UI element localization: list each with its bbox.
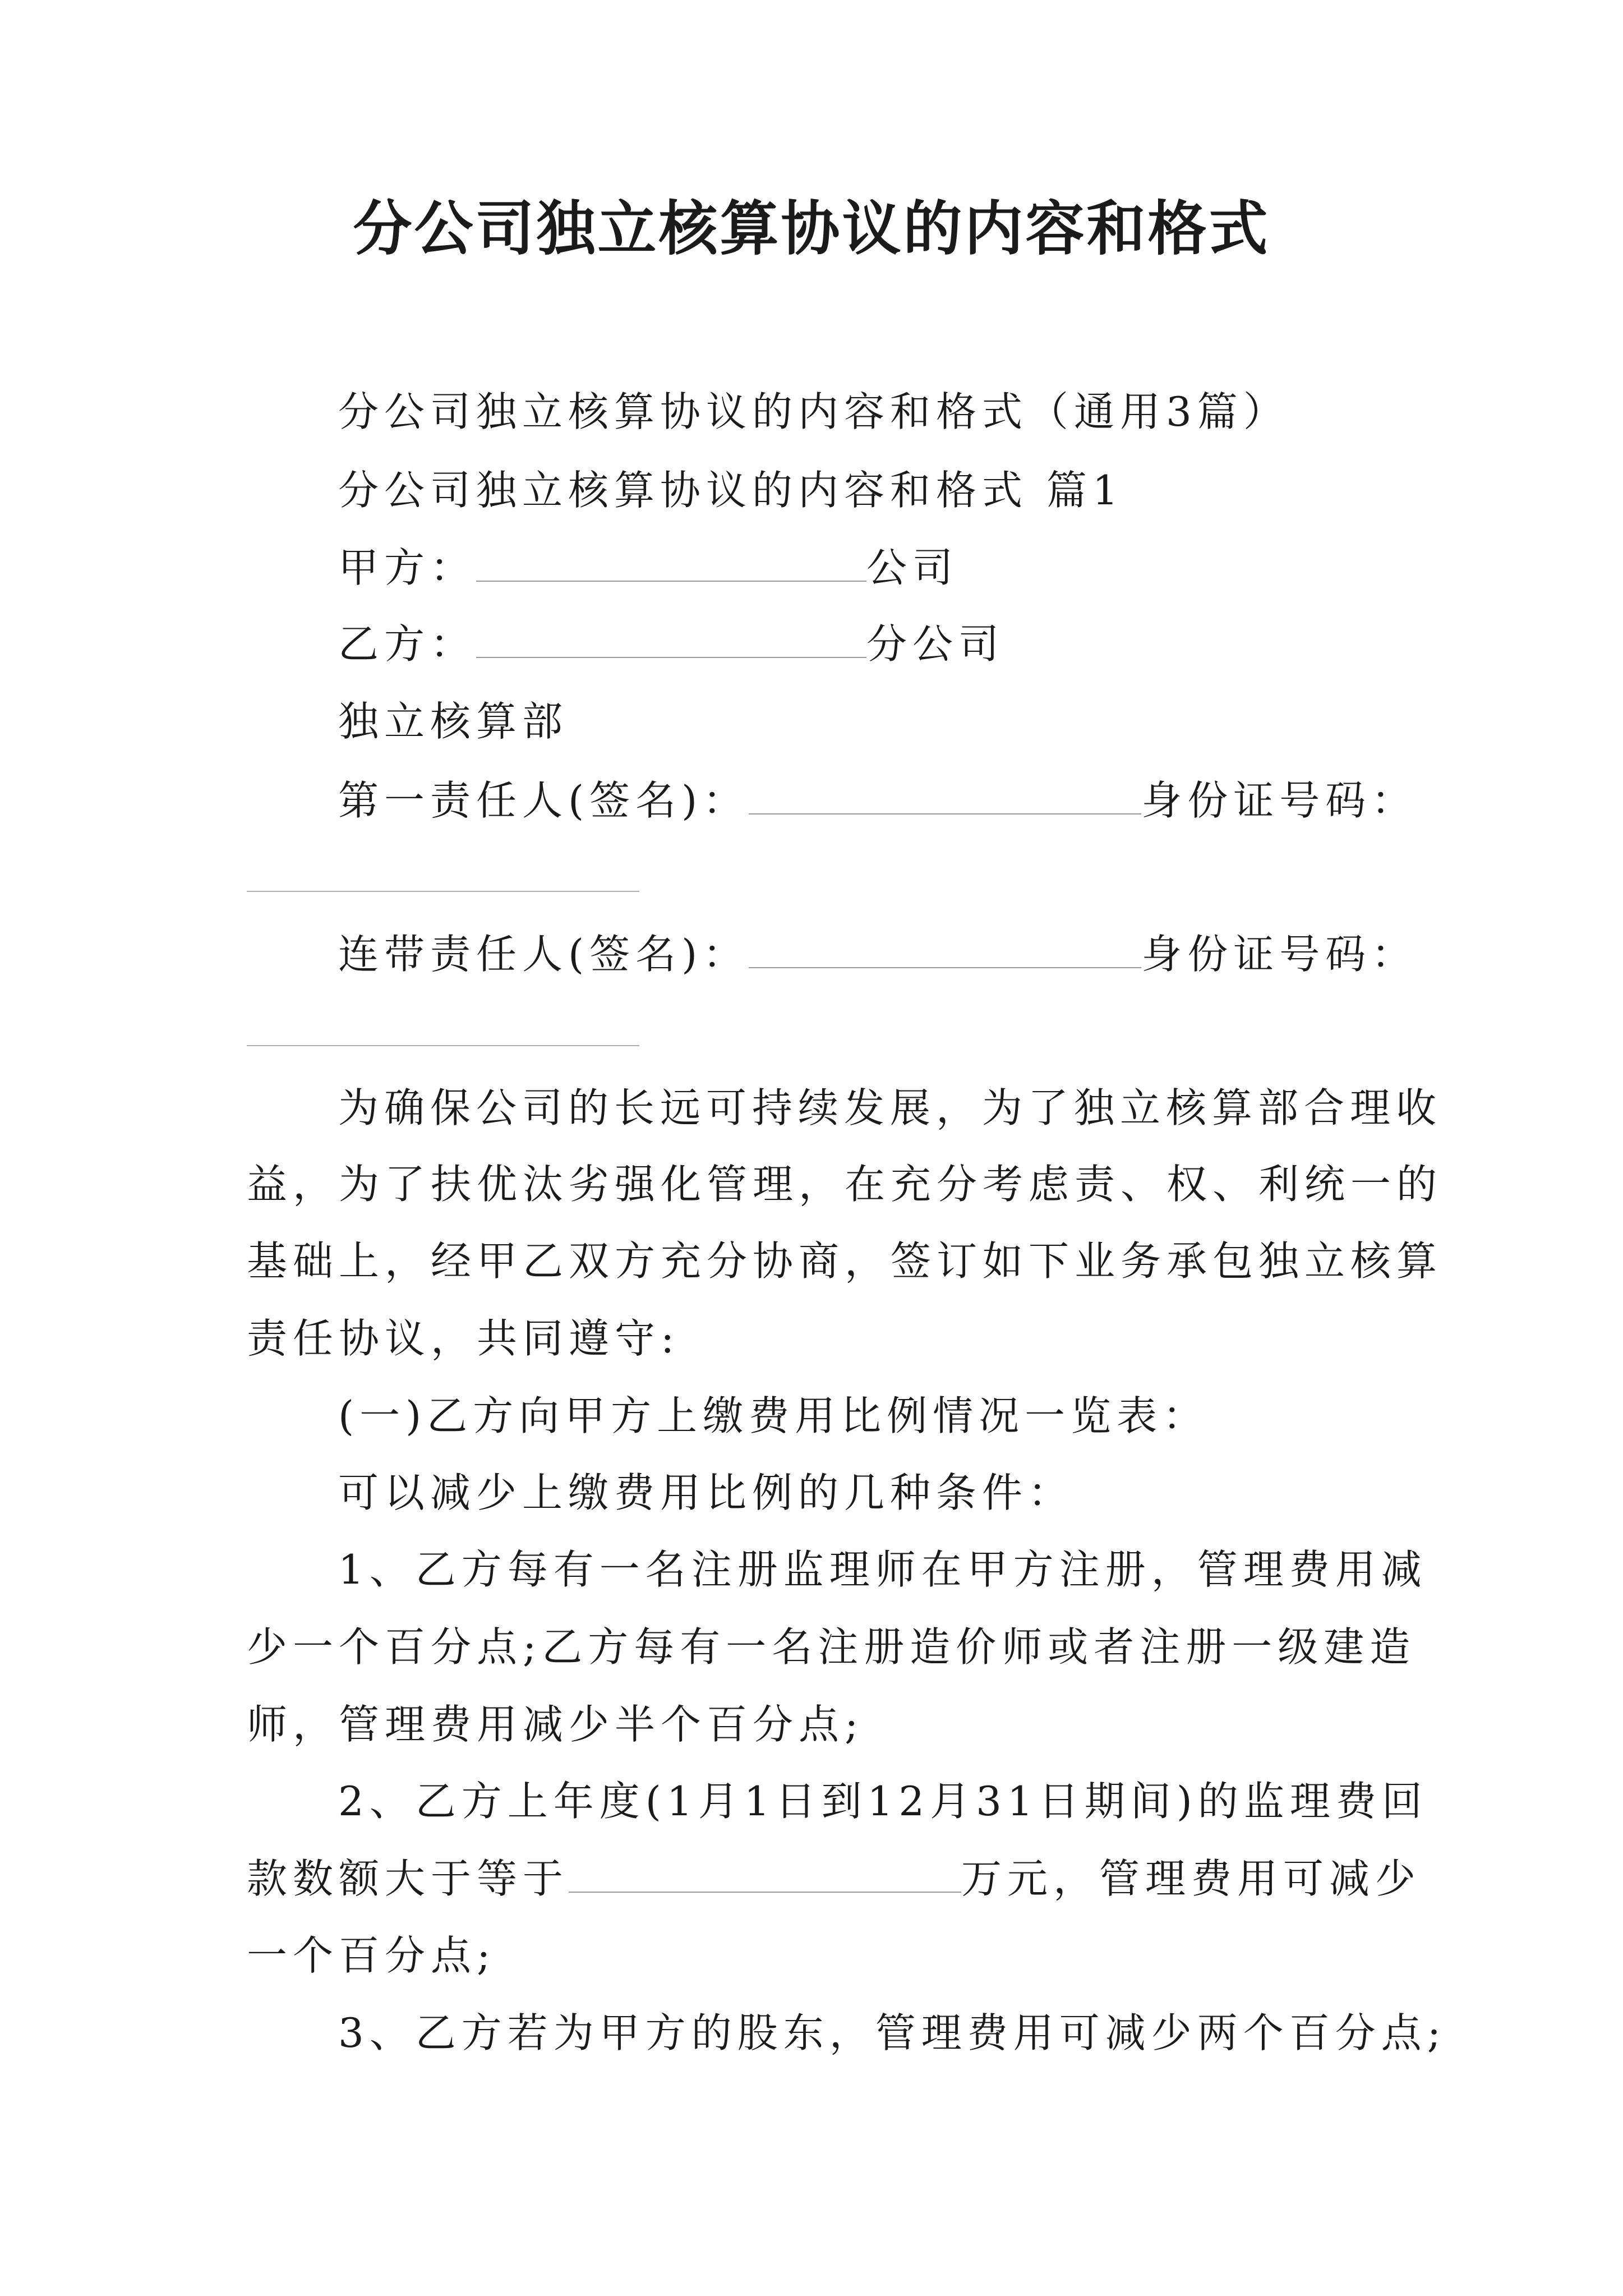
id-number-label-1: 身份证号码： bbox=[1141, 777, 1418, 824]
id-number-blank-1 bbox=[247, 891, 639, 892]
item-1-line-1: 1、乙方每有一名注册监理师在甲方注册，管理费用减 bbox=[338, 1546, 1427, 1593]
first-responsible-line bbox=[338, 777, 1418, 824]
party-b-line bbox=[338, 620, 1005, 668]
first-responsible-blank bbox=[749, 780, 1141, 815]
id-number-label-2: 身份证号码： bbox=[1141, 931, 1418, 978]
part-heading: 分公司独立核算协议的内容和格式 篇1 bbox=[338, 467, 1124, 514]
party-b-suffix: 分公司 bbox=[866, 620, 1005, 668]
department-name: 独立核算部 bbox=[338, 698, 569, 745]
item-2-line-2 bbox=[247, 1855, 1422, 1902]
id-number-blank-2 bbox=[247, 1045, 639, 1046]
party-a-label: 甲方： bbox=[338, 544, 477, 591]
item-2-line-3: 一个百分点; bbox=[247, 1932, 496, 1979]
intro-line-4: 责任协议，共同遵守: bbox=[247, 1315, 680, 1362]
item-3: 3、乙方若为甲方的股东，管理费用可减少两个百分点; bbox=[338, 2009, 1447, 2056]
document-title: 分公司独立核算协议的内容和格式 bbox=[353, 194, 1270, 263]
item-2-prefix: 款数额大于等于 bbox=[247, 1855, 569, 1902]
joint-responsible-blank bbox=[749, 933, 1141, 968]
intro-line-1: 为确保公司的长远可持续发展，为了独立核算部合理收 bbox=[338, 1084, 1442, 1131]
intro-line-2: 益，为了扶优汰劣强化管理，在充分考虑责、权、利统一的 bbox=[247, 1161, 1443, 1208]
intro-line-3: 基础上，经甲乙双方充分协商，签订如下业务承包独立核算 bbox=[247, 1237, 1443, 1285]
joint-responsible-label: 连带责任人(签名)： bbox=[338, 931, 749, 978]
party-b-blank bbox=[476, 623, 866, 658]
payment-amount-blank bbox=[569, 1858, 961, 1893]
joint-responsible-line bbox=[338, 931, 1418, 978]
party-b-label: 乙方： bbox=[338, 620, 477, 668]
document-subtitle: 分公司独立核算协议的内容和格式（通用3篇） bbox=[338, 388, 1289, 435]
item-1-line-2: 少一个百分点;乙方每有一名注册造价师或者注册一级建造 bbox=[247, 1623, 1416, 1671]
item-2-line-1: 2、乙方上年度(1月1日到12月31日期间)的监理费回 bbox=[338, 1778, 1428, 1825]
party-a-suffix: 公司 bbox=[866, 544, 959, 591]
party-a-blank bbox=[476, 547, 866, 582]
party-a-line bbox=[338, 544, 959, 591]
first-responsible-label: 第一责任人(签名)： bbox=[338, 777, 749, 824]
item-1-line-3: 师，管理费用减少半个百分点; bbox=[247, 1701, 864, 1748]
section-1-heading: (一)乙方向甲方上缴费用比例情况一览表： bbox=[338, 1392, 1209, 1439]
conditions-heading: 可以减少上缴费用比例的几种条件： bbox=[338, 1469, 1075, 1516]
item-2-suffix: 万元，管理费用可减少 bbox=[961, 1855, 1422, 1902]
